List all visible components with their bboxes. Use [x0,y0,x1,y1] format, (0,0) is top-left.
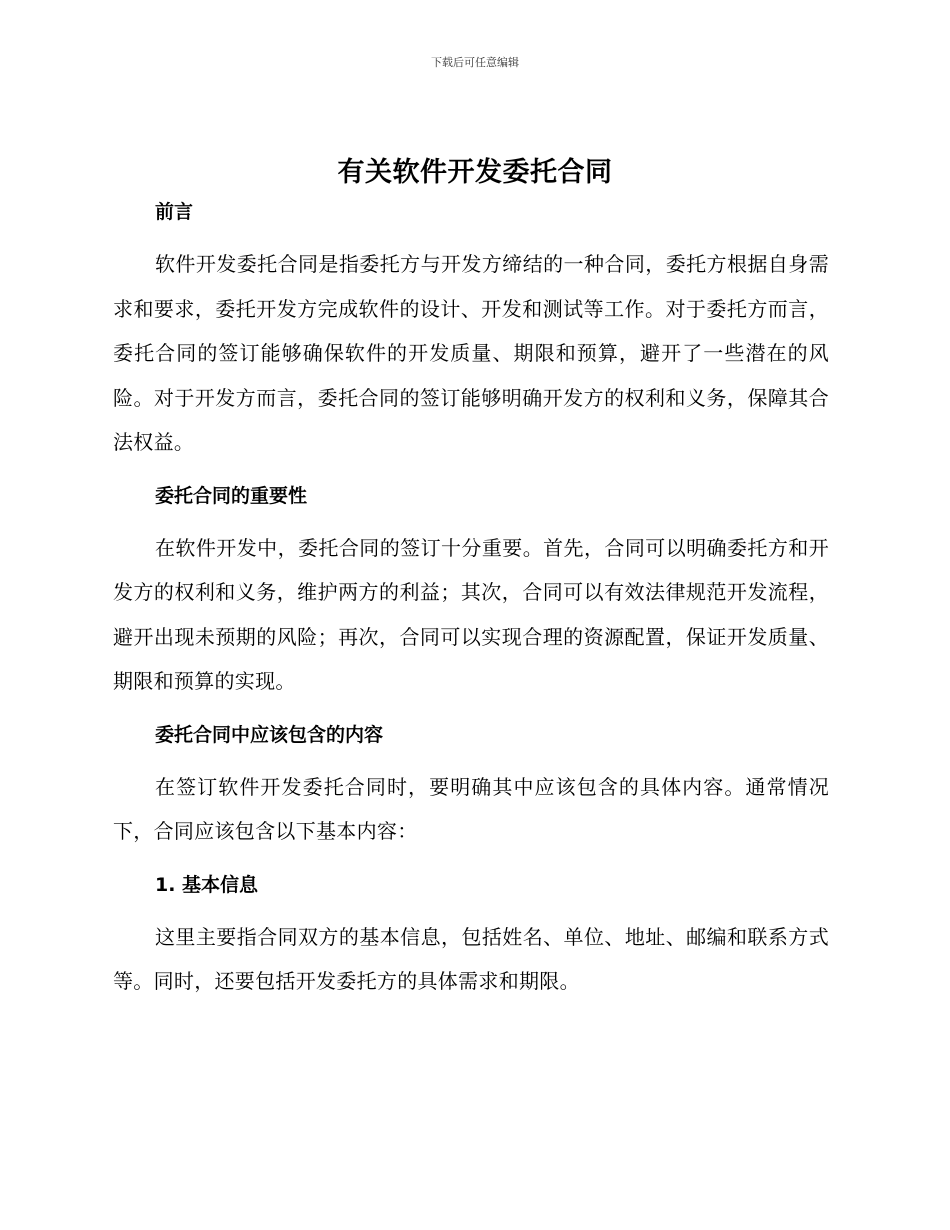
section-heading: 前言 [155,201,194,223]
running-header: 下载后可任意编辑 [431,56,519,69]
document-body [113,196,829,1004]
section-contents [113,719,829,854]
document-title: 有关软件开发委托合同 [337,157,613,188]
section-preface [113,196,829,465]
section-heading: 1. 基本信息 [155,873,259,896]
section-heading: 委托合同中应该包含的内容 [155,723,384,746]
section-paragraph: 在软件开发中，委托合同的签订十分重要。首先，合同可以明确委托方和开发方的权利和义务，维护两方的利益；其次，合同可以有效法律规范开发流程，避开出现未预期的风险；再次，合同可以实现合理的资源配置，保证开发质量、期限和预算的实现。 [113,535,829,693]
section-paragraph: 在签订软件开发委托合同时，要明确其中应该包含的具体内容。通常情况下，合同应该包含以下基本内容： [113,774,829,843]
section-importance [113,480,829,704]
section-paragraph: 软件开发委托合同是指委托方与开发方缔结的一种合同，委托方根据自身需求和要求，委托开发方完成软件的设计、开发和测试等工作。对于委托方而言，委托合同的签订能够确保软件的开发质量、期限和预算，避开了一些潜在的风险。对于开发方而言，委托合同的签订能够明确开发方的权利和义务，保障其合法权益。 [113,252,829,454]
section-heading: 委托合同的重要性 [155,484,308,507]
section-paragraph: 这里主要指合同双方的基本信息，包括姓名、单位、地址、邮编和联系方式等。同时，还要包括开发委托方的具体需求和期限。 [113,924,829,993]
section-basic-info [113,869,829,1004]
